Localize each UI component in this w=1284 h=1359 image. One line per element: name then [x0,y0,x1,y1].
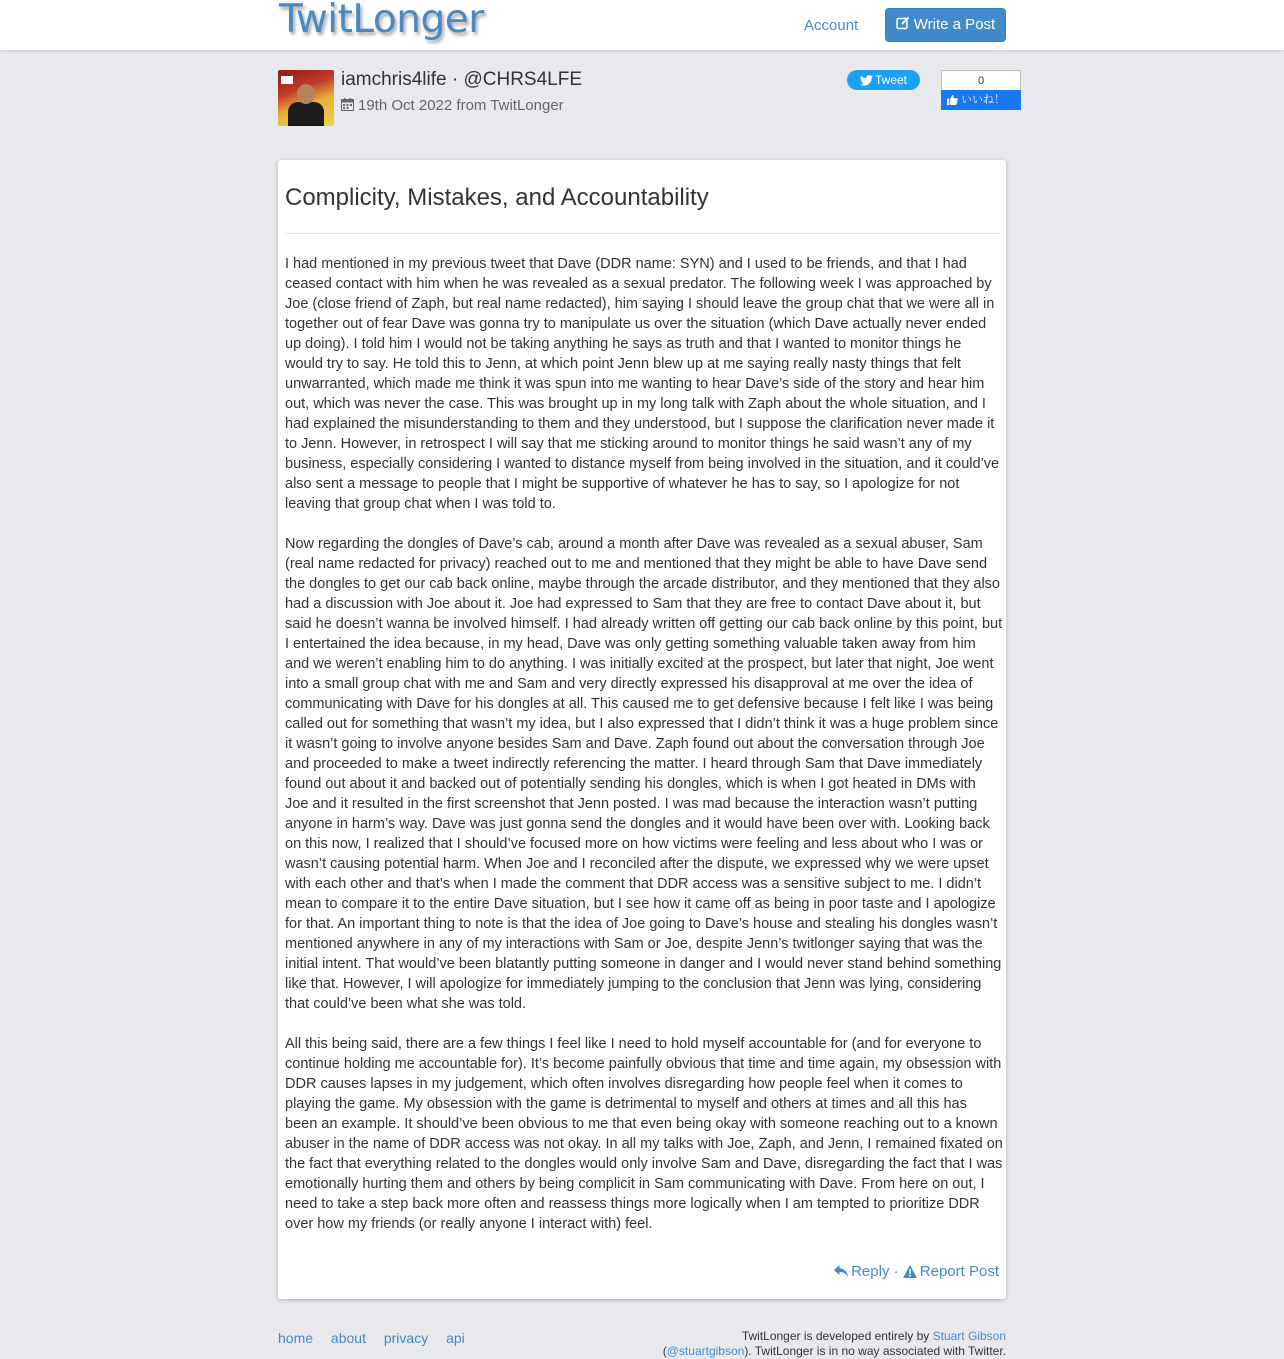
facebook-like-label: いいね！ [961,94,1005,106]
account-link[interactable]: Account [804,17,859,34]
post-date-text: 19th Oct 2022 from TwitLonger [358,97,564,114]
write-post-button[interactable] [885,8,1006,42]
footer-links [278,1330,479,1346]
credit-open: ( [662,1344,667,1358]
author-name-handle: iamchris4life · @CHRS4LFE [341,69,583,90]
title-divider [285,233,999,234]
action-separator: · [893,1263,899,1280]
reply-link[interactable] [834,1263,889,1280]
post-paragraph: All this being said, there are a few things I feel like I need to hold myself accountable for (and for everyone to continue holding me accountable for). It’s become painfully obvious that time and time again, my obsession with DDR causes lapses in my judgement, which often involves disregarding how people feel when it comes to playing the game. My obsession with the game is detrimental to myself and others at times and all this has been an example. It should’ve been obvious to me that even being okay with someone reaching out to a known abuser in the name of DDR access was not okay. In all my talks with Joe, Zaph, and Jenn, I remained fixated on the fact that everything related to the dongles would only involve Sam and Dave, disregarding the fact that I was emotionally hurting them and others by being complicit in Sam communicating with Dave. From here on out, I need to take a step back more often and reassess things more logically when I am tempted to prioritize DDR over how my friends (or really anyone I interact with) feel. [285,1036,1003,1232]
post-panel [278,160,1006,1299]
facebook-like-button[interactable] [941,90,1021,110]
site-logo[interactable]: TwitLonger [279,0,484,42]
post-title: Complicity, Mistakes, and Accountability [285,184,709,211]
post-paragraph: Now regarding the dongles of Dave’s cab, around a month after Dave was revealed as a sexual abuser, Sam (real name redacted for privacy) reached out to me and mentioned that they might be able to have Dave send the dongles to get our cab back online, maybe through the arcade distributor, and they mentioned that they also had a discussion with Joe about it. Joe had expressed to Sam that they are free to contact Dave about it, but said he doesn’t wanna be involved himself. I had already written off getting our cab back online by this point, but I entertained the idea because, in my head, Dave was only getting something valuable taken away from him and we weren’t enabling him to do anything. I was initially excited at the prospect, but later that night, Joe went into a small group chat with me and Sam and very directly expressed his disapproval at me over the idea of communicating with Dave for his dongles at all. This caused me to get defensive because I felt like I was being called out for something that wasn’t my idea, but I also expressed that I didn’t think it was a huge problem since it wasn’t going to involve anyone besides Sam and Dave. Zaph found out about the conversation through Joe and proceeded to make a tweet indirectly referencing the matter. I heard through Sam that Dave immediately found out about it and backed out of potentially sending his dongles, which is when I got heated in DMs with Joe and it resulted in the first screenshot that Jenn posted. I was mad because the interaction wasn’t putting anyone in harm’s way. Dave was just gonna send the dongles and it would have been over with. Looking back on this now, I realized that I should’ve focused more on how victims were feeling and less about who I was or wasn’t causing potential harm. When Joe and I reconciled after the dispute, we expressed why we were upset with each other and that’s when I made the comment that DDR access was a sensitive subject to me. I didn’t mean to compare it to the entire Dave situation, but I see how it came off as being in poor taste and I apologize for that. An important thing to note is that the idea of Joe going to Dave’s house and stealing his dongles wasn’t mentioned anywhere in any of my interactions with Sam or Joe, despite Jenn’s twitlonger saying that was the initial intent. That would’ve been blatantly putting someone in danger and I would never stand behind something like that. However, I will apologize for immediately jumping to the conclusion that Jenn was lying, considering that could’ve been what she was told. [285,536,1003,1012]
developer-twitter-link[interactable]: @stuartgibson [666,1344,745,1358]
reply-label: Reply [851,1263,890,1280]
developer-link[interactable]: Stuart Gibson [932,1329,1006,1343]
top-navbar [0,0,1284,51]
tweet-button[interactable] [847,70,920,90]
post-date [341,97,564,114]
thumbs-up-icon [947,94,958,105]
avatar[interactable] [278,70,334,126]
tweet-label: Tweet [874,73,907,87]
credit-suffix: ). TwitLonger is in no way associated with Twitter. [744,1344,1006,1358]
calendar-icon [341,98,354,111]
reply-icon [834,1265,848,1278]
post-paragraph: I had mentioned in my previous tweet that Dave (DDR name: SYN) and I used to be friends, and that I had ceased contact with him when he was revealed as a sexual predator. The following week I was approached by Joe (close friend of Zaph, but real name redacted), him saying I should leave the group chat that we were all in together out of fear Dave was gonna try to manipulate us over the situation (which Dave actually never ended up doing). I told him I would not be taking anything he says as truth and that I wanted to monitor things he would try to say. He told this to Jenn, at which point Jenn blew up at me saying really nasty things that felt unwarranted, which made me think it was spun into me wanting to hear Dave’s side of the story and hear him out, which was never the case. This was brought up in my long talk with Zaph about the whole situation, and I had explained the misunderstanding to them and they understood, but I suppose the clarification never made it to Jenn. However, in retrospect I will say that me sticking around to monitor things he said wasn’t any of my business, especially considering I wanted to distance myself from being involved in the situation, and it could’ve also sent a message to people that I might be supportive of whatever he has to say, so I apologize for not leaving that group chat when I was told to. [285,256,1000,512]
report-post-label: Report Post [919,1263,999,1280]
credit-prefix: TwitLonger is developed entirely by [741,1329,930,1343]
post-actions [834,1263,999,1280]
facebook-like-widget [941,70,1021,110]
footer-link-home[interactable]: home [278,1330,314,1346]
footer-link-about[interactable]: about [330,1330,366,1346]
twitter-bird-icon [860,75,873,86]
facebook-like-count: 0 [941,70,1021,90]
post-body [285,254,1003,1254]
warning-icon [903,1265,917,1278]
write-post-label: Write a Post [913,16,996,33]
footer-credit [586,1329,1006,1359]
report-post-link[interactable] [903,1263,999,1280]
footer-link-api[interactable]: api [446,1330,465,1346]
footer-link-privacy[interactable]: privacy [383,1330,429,1346]
edit-icon [896,16,910,30]
